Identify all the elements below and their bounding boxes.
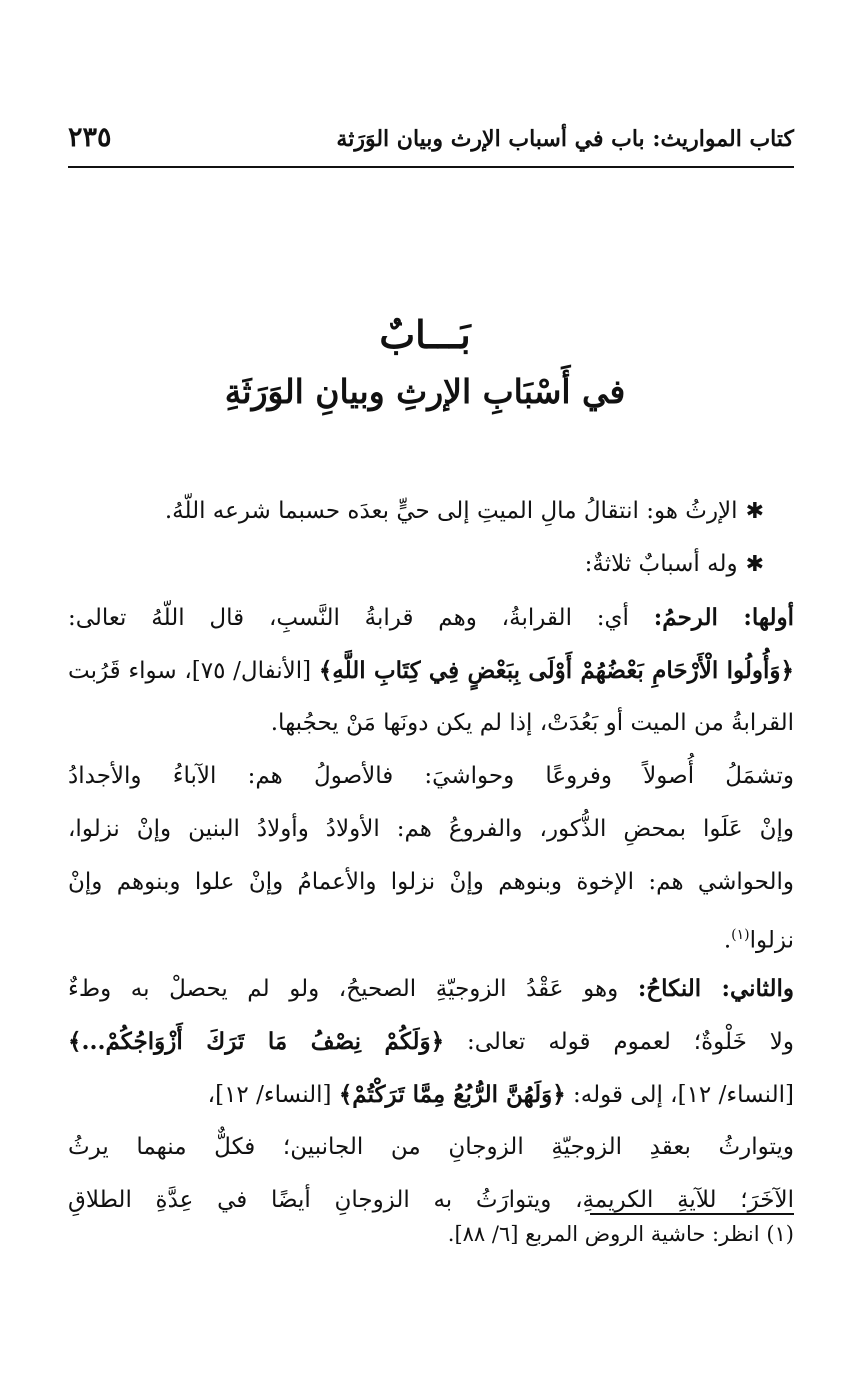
paragraph-branches-line-4 <box>68 909 794 962</box>
paragraph-text: [النساء/ ١٢]، إلى قوله: <box>565 1082 794 1108</box>
paragraph-branches-line-1 <box>68 750 794 803</box>
running-title: كتاب المواريث: باب في أسباب الإرث وبيان الوَرَثة <box>336 126 794 152</box>
paragraph-kinship-line-2 <box>68 644 794 697</box>
paragraph-text: [النساء/ ١٢]، <box>207 1082 339 1108</box>
page-number: ٢٣٥ <box>68 122 112 153</box>
paragraph-text: والحواشي هم: الإخوة وبنوهم وإنْ نزلوا والأعمامُ وإنْ علوا وبنوهم وإنْ <box>68 869 794 895</box>
paragraph-text: وإنْ عَلَوا بمحضِ الذُّكور، والفروعُ هم: الأولادُ وأولادُ البنين وإنْ نزلوا، <box>68 816 794 842</box>
asterisk-icon: ✱ <box>745 552 764 577</box>
paragraph-branches-line-3 <box>68 856 794 909</box>
paragraph-text: الإرثُ هو: انتقالُ مالِ الميتِ إلى حيٍّ بعدَه حسبما شرعه اللّهُ. <box>164 498 738 524</box>
asterisk-icon: ✱ <box>745 499 764 524</box>
quran-verse: ﴿وَلَهُنَّ الرُّبُعُ مِمَّا تَرَكْتُمْ﴾ <box>338 1081 566 1108</box>
paragraph-text: ولا خَلْوةٌ؛ لعموم قوله تعالى: <box>444 1029 794 1055</box>
chapter-heading: بَـــابٌ <box>379 312 471 357</box>
paragraph-kinship-line-1 <box>68 591 794 644</box>
footnote-number: (١) <box>766 1222 794 1246</box>
paragraph-text: وهو عَقْدُ الزوجيّةِ الصحيحُ، ولو لم يحصلْ به وطءٌ <box>68 976 638 1002</box>
paragraph-marriage-line-3 <box>68 1068 794 1121</box>
quran-verse: ﴿وَأُولُوا الْأَرْحَامِ بَعْضُهُمْ أَوْلَى بِبَعْضٍ فِي كِتَابِ اللَّهِ﴾ <box>318 657 794 684</box>
footnote <box>68 1222 794 1246</box>
section-lead: والثاني: النكاحُ: <box>637 975 794 1002</box>
paragraph-causes <box>68 538 794 591</box>
paragraph-text: أي: القرابةُ، وهم قرابةُ النَّسبِ، قال اللّهُ تعالى: <box>68 605 654 631</box>
paragraph-text: الآخَرَ؛ للآيةِ الكريمةِ، ويتوارَثُ به الزوجانِ أيضًا في عِدَّةِ الطلاقِ <box>68 1187 794 1213</box>
footnote-text: انظر: حاشية الروض المربع [٦/ ٨٨]. <box>447 1222 760 1246</box>
footnote-divider <box>590 1213 794 1215</box>
paragraph-text: القرابةُ من الميت أو بَعُدَتْ، إذا لم يكن دونَها مَنْ يحجُبها. <box>270 710 794 736</box>
paragraph-text: . <box>723 927 732 954</box>
paragraph-text: ويتوارثُ بعقدِ الزوجيّةِ الزوجانِ من الجانبين؛ فكلٌّ منهما يرثُ <box>68 1134 794 1160</box>
paragraph-marriage-line-1 <box>68 962 794 1015</box>
paragraph-inheritance-line-2 <box>68 1174 794 1227</box>
paragraph-definition <box>68 485 794 538</box>
paragraph-text: [الأنفال/ ٧٥]، سواء قَرُبت <box>68 658 319 684</box>
paragraph-text: نزلوا <box>749 927 794 954</box>
body-text <box>68 485 794 1227</box>
paragraph-branches-line-2 <box>68 803 794 856</box>
paragraph-text: وتشمَلُ أُصولاً وفروعًا وحواشيَ: فالأصولُ هم: الآباءُ والأجدادُ <box>68 763 794 789</box>
paragraph-kinship-line-3 <box>68 697 794 750</box>
section-lead: أولها: الرحمُ: <box>653 604 795 631</box>
chapter-title: في أَسْبَابِ الإرثِ وبيانِ الوَرَثَةِ <box>224 372 626 411</box>
running-header <box>68 122 794 168</box>
paragraph-inheritance-line-1 <box>68 1121 794 1174</box>
footnote-reference: (١) <box>731 927 750 943</box>
paragraph-marriage-line-2 <box>68 1015 794 1068</box>
quran-verse: ﴿وَلَكُمْ نِصْفُ مَا تَرَكَ أَزْوَاجُكُمْ...﴾ <box>68 1028 445 1055</box>
paragraph-text: وله أسبابٌ ثلاثةٌ: <box>584 551 738 577</box>
